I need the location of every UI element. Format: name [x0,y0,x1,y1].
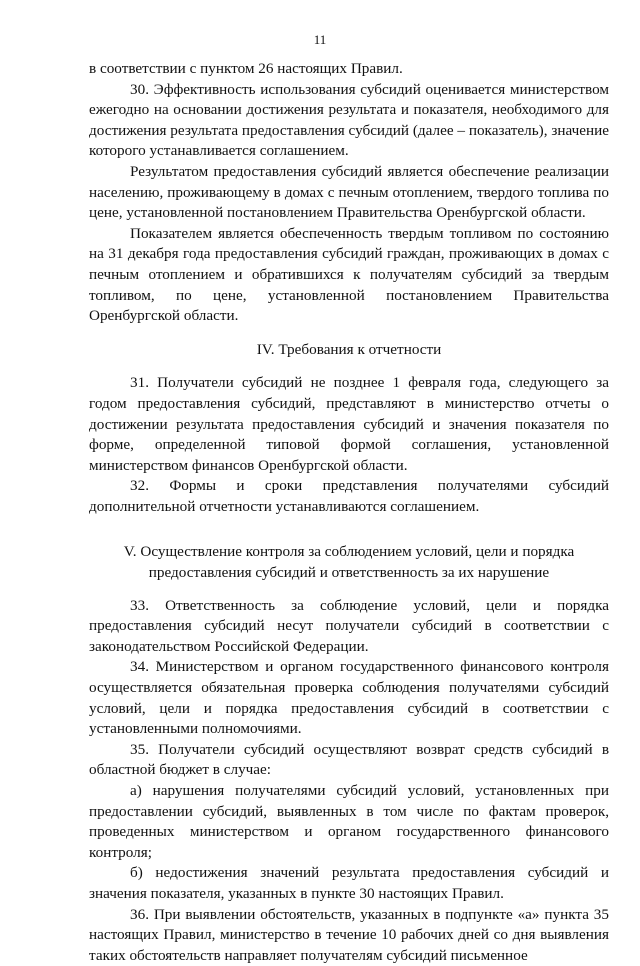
paragraph-31: 31. Получатели субсидий не позднее 1 февраля года, следующего за годом предоставления субсидий, представляют в министерство отчеты о достижении результата предоставления субсидий и значения показателя по форме, определенной типовой формой соглашения, установленной министерством финансов Оренбургской области. [89,374,609,474]
paragraph-34: 34. Министерством и органом государственного финансового контроля осуществляется обязательная проверка соблюдения получателями субсидий условий, цели и порядка предоставления субсидий в соответствии с установленными полномочиями. [89,658,609,738]
paragraph-36: 36. При выявлении обстоятельств, указанных в подпункте «а» пункта 35 настоящих Правил, министерство в течение 10 рабочих дней со дня выявления таких обстоятельств направляет получателям субсидий письменное [89,905,609,964]
section-v-heading-line-1: V. Осуществление контроля за соблюдением условий, цели и порядка [123,543,575,561]
section-v-heading-line-2: предоставления субсидий и ответственность за их нарушение [148,564,550,582]
page-number: 11 [313,32,327,47]
document-body [89,59,609,966]
paragraph-continuation: в соответствии с пунктом 26 настоящих Правил. [89,60,403,77]
paragraph-35-b: б) недостижения значений результата предоставления субсидий и значения показателя, указанных в пункте 30 настоящих Правил. [89,864,609,902]
paragraph-indicator: Показателем является обеспеченность твердым топливом по состоянию на 31 декабря года предоставления субсидий граждан, проживающих в домах с печным отоплением и обратившихся к получателям субсидий за твердым топливом, по цене, установленной постановлением Правительства Оренбургской области. [89,224,609,325]
paragraph-result: Результатом предоставления субсидий является обеспечение реализации населению, проживающему в домах с печным отоплением, твердого топлива по цене, установленной постановлением Правительства Оренбургской области. [89,162,609,222]
paragraph-35: 35. Получатели субсидий осуществляют возврат средств субсидий в областной бюджет в случае: [89,740,609,779]
paragraph-32: 32. Формы и сроки представления получателями субсидий дополнительной отчетности устанавливаются соглашением. [89,477,609,515]
paragraph-35-a: а) нарушения получателями субсидий условий, установленных при предоставлении субсидий, выявленных в том числе по фактам проверок, проведенных министерством и органом государственного финансового контроля; [89,782,609,861]
section-iv-heading: IV. Требования к отчетности [256,340,442,358]
paragraph-30: 30. Эффективность использования субсидий оценивается министерством ежегодно на основании достижения результата и показателя, необходимого для достижения результата предоставления субсидий (далее – показатель), значение которого устанавливается соглашением. [89,80,609,160]
section-v-heading [89,542,609,583]
paragraph-33: 33. Ответственность за соблюдение условий, цели и порядка предоставления субсидий несут получатели субсидий в соответствии с законодательством Российской Федерации. [89,596,609,655]
